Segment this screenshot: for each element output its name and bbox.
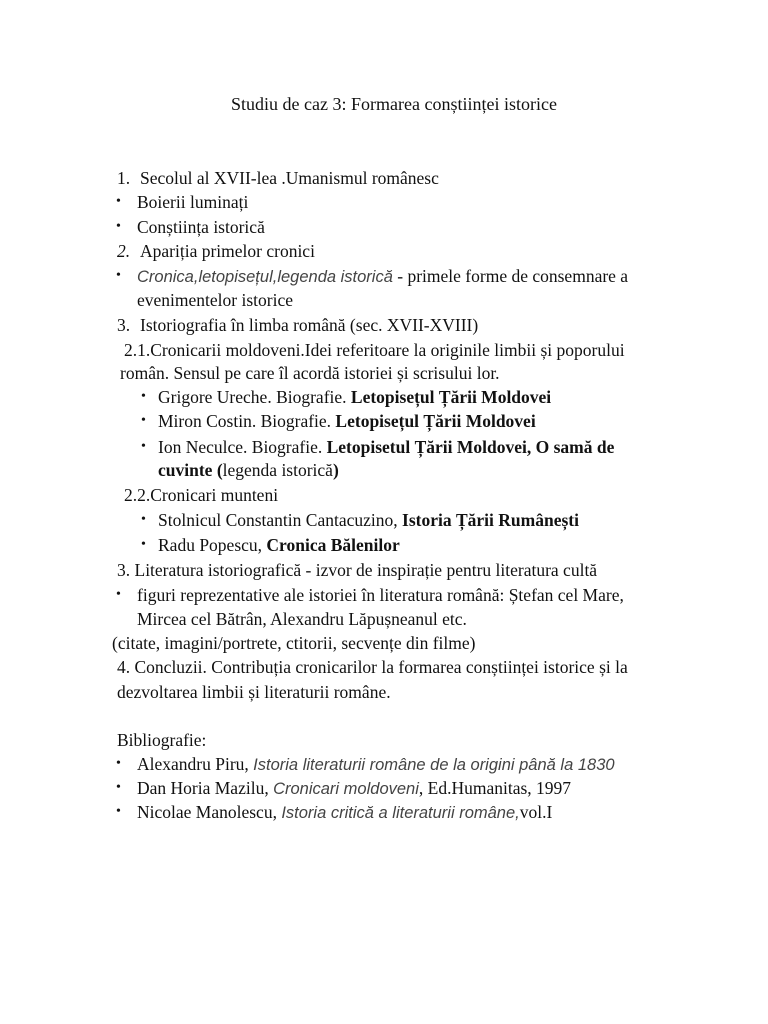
text: , Ed.Humanitas, 1997: [418, 778, 572, 798]
text: Secolul al XVII-lea .Umanismul românesc: [140, 168, 439, 188]
text: 4. Concluzii. Contribuția cronicarilor la formarea conștiinței istorice și la: [117, 657, 628, 677]
text-line: [137, 583, 624, 607]
text: 2.2.Cronicari munteni: [124, 485, 279, 505]
text-line: [112, 631, 475, 655]
text-line: [117, 680, 391, 704]
text-line: [120, 361, 500, 385]
text: 3. Literatura istoriografică - izvor de inspirație pentru literatura cultă: [117, 560, 598, 580]
bullet-icon: •: [141, 512, 146, 527]
bullet-icon: •: [116, 194, 121, 209]
text-line: [124, 338, 625, 362]
list-number: 3.: [117, 315, 131, 335]
text: Alexandru Piru,: [137, 754, 254, 774]
text-line: [117, 655, 628, 679]
text-line: [137, 776, 571, 801]
text-line: [137, 752, 615, 777]
list-number: 2.: [117, 241, 131, 261]
italic-text: Istoria critică a literaturii române,: [281, 804, 520, 822]
bold-text: Letopisetul Țării Moldovei, O samă de: [326, 437, 615, 457]
text: figuri reprezentative ale istoriei în literatura română: Ștefan cel Mare,: [137, 585, 624, 605]
text-line: [140, 166, 439, 190]
text-line: [137, 288, 293, 312]
text-line: [124, 483, 278, 507]
text: vol.I: [519, 802, 553, 822]
text-line: [117, 558, 597, 582]
bullet-icon: •: [116, 219, 121, 234]
text-line: [158, 385, 551, 409]
bold-text: Letopisețul Țării Moldovei: [335, 411, 536, 431]
text-line: [137, 800, 552, 825]
text: - primele forme de consemnare a: [392, 266, 629, 286]
text: Istoriografia în limba română (sec. XVII-XVIII): [140, 315, 479, 335]
document-title: Studiu de caz 3: Formarea conștiinței istorice: [231, 94, 557, 114]
text-line: [158, 508, 579, 532]
text: Grigore Ureche. Biografie.: [158, 387, 351, 407]
bullet-icon: •: [116, 804, 121, 819]
text: evenimentelor istorice: [137, 290, 293, 310]
bullet-icon: •: [141, 413, 146, 428]
text-line: [137, 607, 467, 631]
text-line: [158, 458, 339, 482]
bullet-icon: •: [141, 389, 146, 404]
text: Ion Neculce. Biografie.: [158, 437, 327, 457]
text-line: [137, 264, 628, 289]
text: Radu Popescu,: [158, 535, 267, 555]
bullet-icon: •: [116, 780, 121, 795]
bold-text: Letopisețul Țării Moldovei: [350, 387, 552, 407]
text-line: [140, 313, 478, 337]
bullet-icon: •: [116, 756, 121, 771]
text: Apariția primelor cronici: [140, 241, 315, 261]
text-line: [158, 533, 400, 557]
text: dezvoltarea limbii și literaturii române.: [117, 682, 391, 702]
text-line: [158, 409, 536, 433]
text: legenda istorică: [222, 460, 333, 480]
bold-text: Istoria Țării Rumânești: [402, 510, 579, 530]
text-line: [117, 728, 206, 752]
text: Conștiința istorică: [137, 217, 265, 237]
text: Miron Costin. Biografie.: [158, 411, 336, 431]
text: (citate, imagini/portrete, ctitorii, secvențe din filme): [112, 633, 476, 653]
bullet-icon: •: [116, 587, 121, 602]
text-line: [137, 215, 265, 239]
italic-text: Istoria literaturii române de la origini până la 1830: [253, 756, 615, 774]
text-line: [137, 190, 248, 214]
bullet-icon: •: [141, 537, 146, 552]
bold-text: cuvinte (: [158, 460, 223, 480]
bullet-icon: •: [141, 439, 146, 454]
bold-text: ): [332, 460, 339, 480]
italic-text: Cronica,letopisețul,legenda istorică: [137, 268, 393, 286]
text: Boierii luminați: [137, 192, 249, 212]
bullet-icon: •: [116, 268, 121, 283]
text: Dan Horia Mazilu,: [137, 778, 274, 798]
bold-text: Cronica Bălenilor: [266, 535, 400, 555]
text: român. Sensul pe care îl acordă istoriei și scrisului lor.: [120, 363, 500, 383]
text-line: [158, 435, 614, 459]
text-line: [140, 239, 315, 263]
text: Stolnicul Constantin Cantacuzino,: [158, 510, 403, 530]
text: Bibliografie:: [117, 730, 207, 750]
text: Mircea cel Bătrân, Alexandru Lăpușneanul etc.: [137, 609, 467, 629]
text: 2.1.Cronicarii moldoveni.Idei referitoare la originile limbii și poporului: [124, 340, 625, 360]
text: Nicolae Manolescu,: [137, 802, 282, 822]
list-number: 1.: [117, 168, 131, 188]
italic-text: Cronicari moldoveni: [273, 780, 419, 798]
